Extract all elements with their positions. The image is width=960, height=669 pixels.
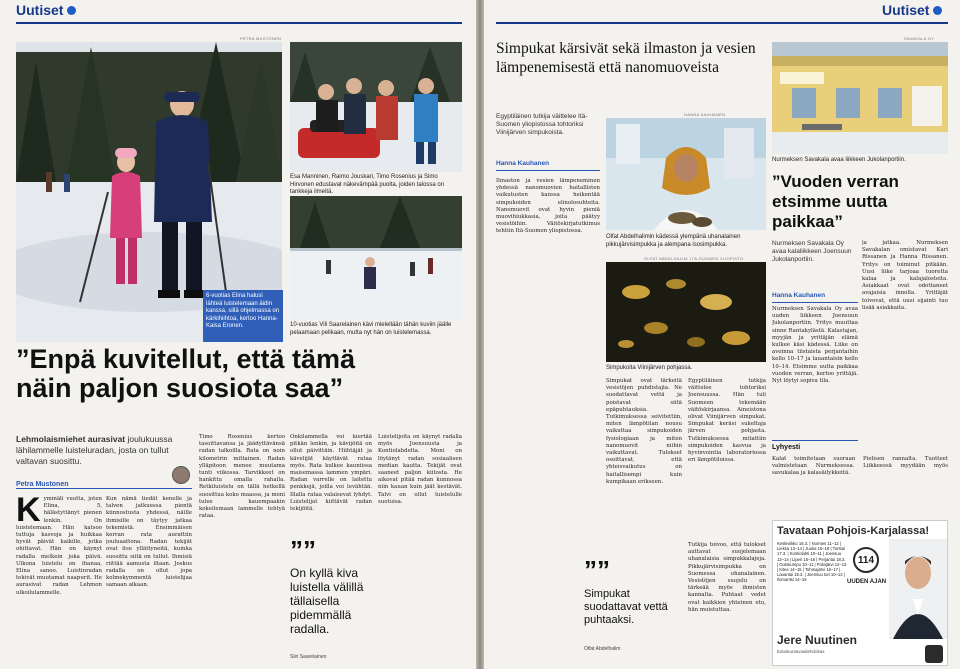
photo-credit-shop: SAVAKALA OY — [904, 36, 935, 41]
body-column-4: Onkilammella voi kiertää pitkän lenkin, ja kävijöitä on ollut päivittäin. Hiihtäjät ja kävelijät käyttävät rataa myös. Rata kulkee kauniissa maisemassa lammen ympäri. Radan varrelle on laitettu penkkejä, joilla voi levähtää. Illalla rataa valaisevat lyhdyt. Luistelijat kiittävät radan tekijöitä. — [290, 434, 372, 513]
section-header-left — [16, 2, 76, 18]
subhead: Lehmolaismiehet aurasivat joulukuussa lähilammelle luisteluradan, josta on tullut valtavan suosittu. — [16, 434, 173, 466]
shop-photo — [772, 42, 948, 154]
article-column-2: Simpukat ovat tärkeitä vesistöjen puhdistajia. Ne suodattavat vettä ja poistavat siitä epäpuhtauksia. Tutkimuksessa selvitettiin, miten lämpötilan nousu vaikuttaa simpukoiden fysiologiaan ja miten nanomuovit niihin vaikuttavat. Tulokset osoittavat, että yhteisvaikutus on haitallisempi kuin kumpikaan erikseen. — [606, 378, 682, 485]
caption-shop: Nurmeksen Savakala avaa liikkeen Jukolanportiin. — [772, 157, 906, 163]
quote-mark-icon: ”” — [290, 535, 316, 565]
body-column-3: Timo Rosenius kertoo tasoittavansa ja jäädyttävänsä radan talkoilla. Rata on noin kilometrin mittainen. Radan ylläpitoon menee muutama tunti viikossa. Tarvikkeet on hankittu omalla rahalla. Retkiluistelu on tällä hetkellä suosittua koko maassa, ja moni tulee kauempaakin kokeilemaan lammelle tehtyä rataa. — [199, 434, 285, 520]
pull-quote-right: Simpukat suodattavat vettä puhtaaksi. — [584, 588, 668, 626]
sidebar-byline-rule — [772, 302, 858, 303]
section-rule — [16, 22, 462, 24]
section-header-right — [882, 2, 942, 18]
lyhyesti-rule — [772, 440, 858, 441]
snowmobile-photo — [290, 42, 462, 172]
candidate-number-badge: 114 — [853, 547, 879, 573]
shells-photo — [606, 262, 766, 362]
section-title-right: Uutiset — [882, 2, 930, 18]
body-column-2: Kun nämä tiedät kenelle ja talven jatkuessa pientä kiinnostusta yhdessä, näille ihmisille on täytyy jatkaa tekemistä. Ensimmäisen kerran rata aurattiin jouluaattona. Radan tekijät ovat itse yllättyneitä, kuinka suosittu siitä on tullut. Ihmisiä riittää aamusta iltaan. Joskus radalla on ollut jopa kolmekymmentä luistelijaa samaan aikaan. — [106, 496, 192, 589]
sidebar-column-1: Nurmeksen Savakala Oy avaa uuden liikkeen Joensuun Jukolanportiin. Yritys muuttaa sinne Rantakylästä. Kalastajan, myyjän ja yrittäjän elämä kulkee käsi kädessä. Liike on avoinna tiistaista perjantaihin kello 10–17 ja lauantaisin kello 10–14. Etsimme uutta paikkaa vuoden verran, kertoo yrittäjä. Nyt löytyi sopiva tila. — [772, 306, 858, 385]
body-column-1: K ymmäli vuotta, joten Elina, 5, hälästyttänyt pienen lenkin. On luistelemaan. Hän katsoo tuttuja kasvoja ja huikkaa hyvät päivät kaikille, jotka ohittavat. Hän on käynyt radalla melkein joka päivä. Ulkona luistelu on ihanaa, Elina sanoo. Luistinradan tekivät muutamat naapurit. He aurasivat radan Lehmon ulkoilulammelle. — [16, 496, 102, 596]
dropcap: K — [16, 496, 41, 529]
sidebar-column-2: ja jatkaa. Nurmeksen Savakalan omistavat Kari Rissanen ja Hanna Rissanen. Yritys on toiminut pitkään. Uusi liike tarjoaa tuoretta kalaa ja kalajalosteita. Asiakkaat ovat odottaneet avajaisia innolla. Yrittäjät toivovat, että uusi sijainti tuo lisää asiakkaita. — [862, 240, 948, 311]
byline-right: Hanna Kauhanen — [496, 160, 550, 167]
party-logo-icon — [925, 645, 943, 663]
article-column-1: Ilmaston ja vesien lämpeneminen yhdessä nanomuovien haitallisten vaikutusten kanssa heikentää simpukoiden elinolosuhteita. Nanomuovit ovat hyvin pieniä muovihiukkasia, joita päätyy vesistöihin. Väitöskirjatutkimus tehtiin Itä-Suomen yliopistossa. — [496, 178, 600, 235]
article-column-4: Tutkija toivoo, että tulokset auttavat suojelemaan uhanalaisia simpukkalajeja. Pikkujärvisimpukka on Suomessa uhanalainen. Vesistöjen suojelu on tärkeää myös ihmisten kannalta. Puhtaat vedet ovat kaikkien yhteinen etu, hän muistuttaa. — [688, 542, 766, 613]
section-rule-right — [496, 22, 948, 24]
main-headline: ”Enpä kuvitellut, että tämä näin paljon suosiota saa” — [16, 344, 356, 403]
ad-title: Tavataan Pohjois-Karjalassa! — [777, 525, 930, 537]
caption-field: 10-vuotias Vili Saarelainen kävi mielellään tähän kuviin jäälle pelaamaan pelikaan, mutta nyt hän on luistelemassa. — [290, 322, 452, 336]
pull-quote: On kyllä kiva luistella välillä tällaisella pidemmällä radalla. — [290, 566, 364, 636]
pull-quote-source-right: Olfat Abdelhalim — [584, 646, 621, 652]
caption-box-skater — [203, 290, 283, 342]
sidebar-headline: ”Vuoden verran etsimme uutta paikkaa” — [772, 172, 899, 231]
article-column-3: Egyptiläinen tutkija väittelee tohtoriksi Joensuussa. Hän tuli Suomeen tekemään väitöskirjaansa. Aineistona olivat Viinijärven simpukat. Simpukat keräsi sukeltaja järven pohjasta. Tutkimuksessa mitattiin simpukoiden kasvua ja hyvinvointia laboratoriossa eri lämpötiloissa. — [688, 378, 766, 464]
quote-mark-icon: ”” — [584, 555, 610, 585]
party-name: UUDEN AJAN — [847, 579, 887, 585]
section-dot-icon — [67, 6, 76, 15]
byline: Petra Mustonen — [16, 481, 69, 488]
caption-text: 6-vuotias Elina halusi lähteä luistelemaan äidin kanssa, sillä ohjelmassa on kärkihiihtoa, kertoo Hanna-Kaisa Eronen. — [206, 293, 280, 329]
left-page — [0, 0, 476, 669]
byline-rule — [496, 170, 600, 171]
caption-snowmobile: Esa Manninen, Raimo Jouskari, Timo Rosenius ja Simo Hirvonen edustavat näkevämpää puolta, joiden talossa on tankkeja ilmeitä. — [290, 174, 445, 195]
section-title: Uutiset — [16, 2, 64, 18]
right-page — [484, 0, 960, 669]
election-ad — [772, 520, 948, 666]
article-subhead: Egyptiläinen tutkija väittelee Itä-Suomen yliopistossa tohtoriksi Viinijärven simpukoista. — [496, 113, 588, 137]
lyhyesti-text: Kalat toimitetaan suoraan Pielisen rannalta. Tuotteet valmistetaan Nurmeksessa. Liikkeessä myydään myös savukalaa ja kalasäilykkeitä. — [772, 456, 948, 477]
candidate-name: Jere Nuutinen — [777, 633, 858, 647]
lyhyesti-title: Lyhyesti — [772, 444, 801, 451]
candidate-portrait — [889, 539, 947, 639]
byline-rule — [16, 488, 192, 489]
caption-lab: Olfat Abdelhalimin kädessä ylempänä uhanalainen pikkujärvisimpukka ja alempana isosimpukka. — [606, 234, 741, 248]
sidebar-subhead: Nurmeksen Savakala Oy avaa kalaliikkeen Joensuun Jukolanportiin. — [772, 240, 852, 264]
photo-credit: PETRA MUSTONEN — [240, 36, 282, 41]
photo-credit-shells: OLFAT ABDELHALIM, ITÄ-SUOMEN YLIOPISTO — [644, 256, 744, 261]
pull-quote-source: Siiri Saarelainen — [290, 654, 327, 660]
sidebar-byline: Hanna Kauhanen — [772, 292, 826, 299]
ad-schedule: Keskiviikko 16.3. | Nurmes 11–12 | Lieksa 13–14 | Juuka 15–16 | Torstai 17.3. | Kontiolahti 10–11 | Joensuu 12–14 | Liperi 15–16 | Perjantai 18.3. | Outokumpu 10–11 | Polvijärvi 12–13 | Kitee 14–15 | Tohmajärvi 16–17 | Lauantai 19.3. | Joensuu tori 10–13 | Ilomantsi 14–15 — [777, 541, 847, 583]
book-spine — [476, 0, 484, 669]
candidate-role: Eduskuntavaaliehdokas — [777, 649, 825, 654]
ice-field-photo — [290, 196, 462, 320]
article-headline: Simpukat kärsivät sekä ilmaston ja vesien lämpenemisestä että nanomuoveista — [496, 40, 756, 76]
section-dot-icon — [933, 6, 942, 15]
body-column-5: Luistelijoita on käynyt radalla myös Joensuusta ja Kontiolahdelta. Moni on löytänyt radan sosiaalisen median kautta. Tekijät ovat saaneet paljon kiitosta. He aikovat pitää radan kunnossa niin kauan kuin jäät kestävät. Talvi on ollut luistelulle suotuisa. — [378, 434, 462, 505]
photo-credit-lab: HANNA KAUHANEN — [684, 112, 726, 117]
author-avatar — [172, 466, 190, 484]
lab-photo — [606, 118, 766, 230]
caption-shells: Simpukoita Viinijärven pohjassa. — [606, 365, 693, 371]
